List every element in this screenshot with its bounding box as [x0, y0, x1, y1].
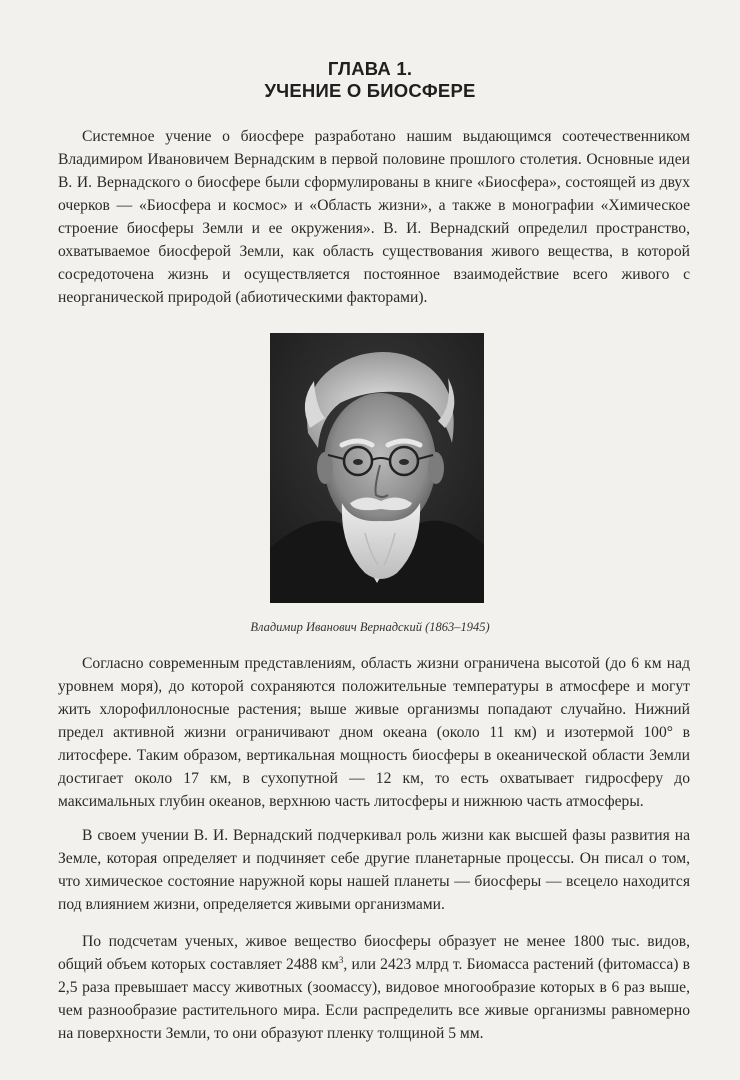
chapter-heading: [0, 58, 740, 102]
paragraph-biomass: [58, 930, 690, 1045]
paragraph-biomass-text-end: , или 2423 млрд т. Биомасса растений (фитомасса) в 2,5 раза превышает массу животных (зоомассу), видовое многообразие которых в 6 раз выше, чем разнообразие растительного мира. Если распределить все живые организмы равномерно на поверхности Земли, то они образуют пленку толщиной 5 мм.: [58, 956, 691, 1042]
paragraph-biomass-text-start: По подсчетам ученых, живое вещество биосферы образует не менее 1800 тыс. видов, общий объем которых составляет 2488 км: [58, 933, 690, 973]
cubic-superscript: 3: [338, 954, 344, 965]
paragraph-vernadsky-doctrine-text: В своем учении В. И. Вернадский подчеркивал роль жизни как высшей фазы развития на Земле, которая определяет и подчиняет себе другие планетарные процессы. Он писал о том, что химическое состояние наружной коры нашей планеты — биосферы — всецело находится под влиянием жизни, определяется живыми организмами.: [58, 827, 690, 913]
paragraph-life-boundaries-text: Согласно современным представлениям, область жизни ограничена высотой (до 6 км над уровнем моря), до которой сохраняются положительные температуры в атмосфере и могут жить хлорофиллоносные растения; выше живые организмы попадают случайно. Нижний предел активной жизни ограничивают дном океана (около 11 км) и изотермой 100° в литосфере. Таким образом, вертикальная мощность биосферы в океанической области Земли достигает около 17 км, в сухопутной — 12 км, то есть охватывает гидросферу до максимальных глубин океанов, верхнюю часть литосферы и нижнюю часть атмосферы.: [58, 655, 690, 810]
paragraph-life-boundaries: [58, 652, 690, 813]
chapter-title: УЧЕНИЕ О БИОСФЕРЕ: [264, 80, 476, 101]
portrait-caption: Владимир Иванович Вернадский (1863–1945): [250, 620, 490, 634]
portrait-photo: [270, 333, 484, 603]
paragraph-intro: [58, 125, 690, 309]
chapter-number: ГЛАВА 1.: [327, 58, 413, 79]
paragraph-intro-text: Системное учение о биосфере разработано нашим выдающимся соотечественником Владимиром Ивановичем Вернадским в первой половине прошлого столетия. Основные идеи В. И. Вернадского о биосфере были сформулированы в книге «Биосфера», состоящей из двух очерков — «Биосфера и космос» и «Область жизни», а также в монографии «Химическое строение биосферы Земли и ее окружения». В. И. Вернадский определил пространство, охватываемое биосферой Земли, как область существования живого вещества, в которой сосредоточена жизнь и осуществляется постоянное взаимодействие всего живого с неорганической природой (абиотическими факторами).: [58, 128, 690, 306]
paragraph-vernadsky-doctrine: [58, 824, 690, 916]
portrait-image: [270, 333, 484, 603]
